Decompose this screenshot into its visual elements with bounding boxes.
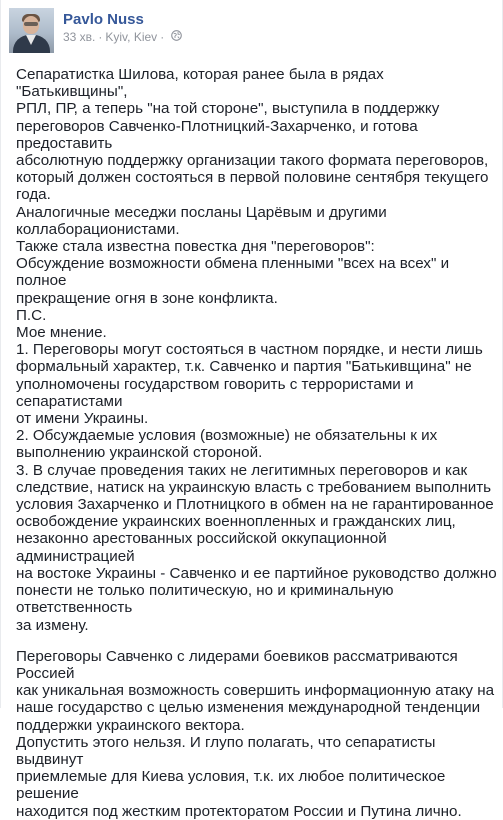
- avatar[interactable]: [9, 8, 54, 53]
- separator-dot-2: ·: [160, 30, 165, 44]
- post-meta: [63, 8, 182, 45]
- post-location[interactable]: Kyiv, Kiev: [105, 30, 158, 44]
- post-header: [9, 8, 182, 52]
- author-name[interactable]: Pavlo Nuss: [63, 11, 144, 28]
- separator-dot: ·: [98, 30, 103, 44]
- post-paragraph-2: Переговоры Савченко с лидерами боевиков рассматриваются Россией как уникальная возможность совершить информационную атаку на наше государство с целью изменения международной тенденции поддержки украинского вектора. Допустить этого нельзя. И глупо полагать, что сепаратисты выдвинут приемлемые для Киева условия, т.к. их любое политическое решение находится под жестким протекторатом России и Путина лично.: [16, 647, 495, 820]
- avatar-glasses: [24, 22, 38, 26]
- post-subline: [63, 29, 182, 45]
- post-timestamp[interactable]: 33 хв.: [63, 30, 96, 44]
- post-paragraph-1: Сепаратистка Шилова, которая ранее была в рядах "Батькивщины", РПЛ, ПР, а теперь "на той стороне", выступила в поддержку переговоров Савченко-Плотницкий-Захарченко, и готова предоставить абсолютную поддержку организации такого формата переговоров, который должен состояться в первой половине сентября текущего года. Аналогичные меседжи посланы Царёвым и другими коллаборационистами. Также стала известна повестка дня "переговоров": Обсуждение возможности обмена пленными "всех на всех" и полное прекращение огня в зоне конфликта. П.С. Мое мнение. 1. Переговоры могут состояться в частном порядке, и нести лишь формальный характер, т.к. Савченко и партия "Батькивщина" не уполномочены государством говорить с террористами и сепаратистами от имени Украины. 2. Обсуждаемые условия (возможные) не обязательны к их выполнению украинской стороной. 3. В случае проведения таких не легитимных переговоров и как следствие, натиск на украинскую власть с требованием выполнить условия Захарченко и Плотницкого в обмен на не гарантированное освобождение украинских военнопленных и гражданских лиц, незаконно арестованных российской оккупационной администрацией на востоке Украины - Савченко и ее партийное руководство должно понести не только политическую, но и криминальную ответственность за измену.: [16, 66, 497, 634]
- post-body: [16, 66, 498, 820]
- globe-icon[interactable]: [171, 29, 182, 45]
